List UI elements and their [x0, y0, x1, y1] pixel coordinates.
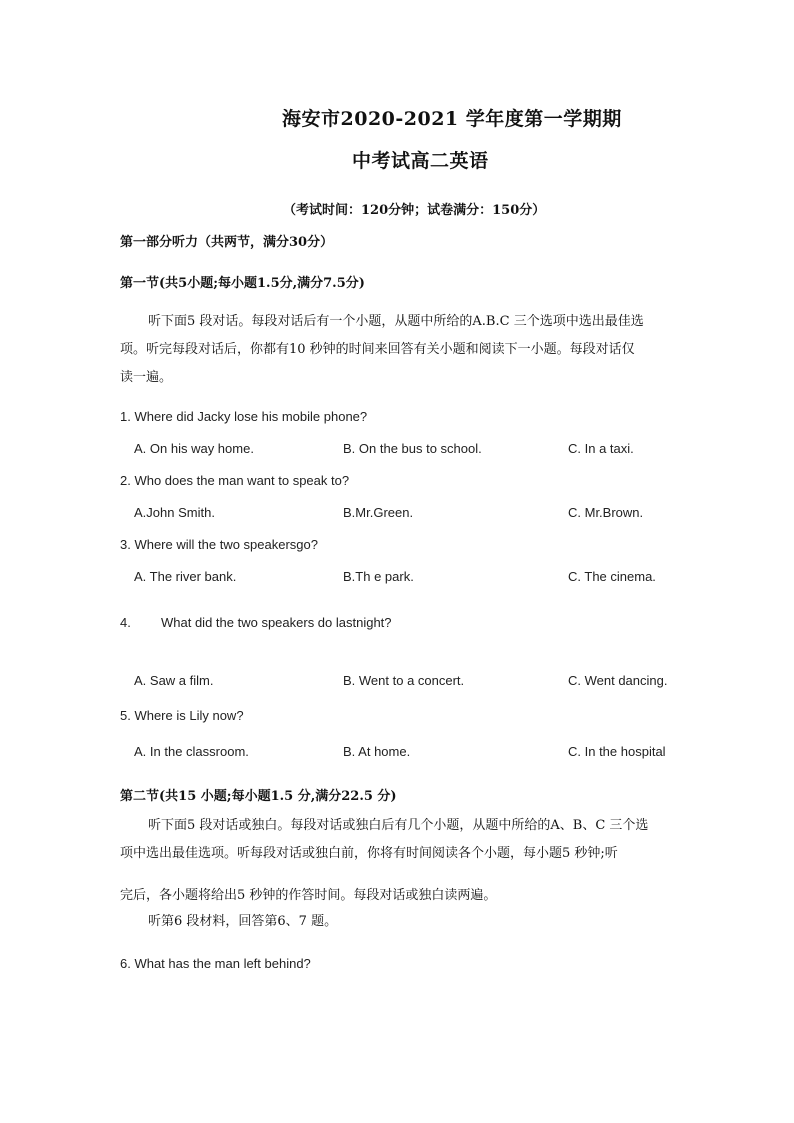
question-1-option-b: B. On the bus to school. [343, 441, 482, 456]
question-3-option-b: B.Th e park. [343, 569, 414, 584]
question-5-option-a: A. In the classroom. [134, 744, 249, 759]
question-1-option-c: C. In a taxi. [568, 441, 634, 456]
question-4: What did the two speakers do lastnight? [161, 615, 392, 630]
question-5-option-c: C. In the hospital [568, 744, 666, 759]
question-5-option-b: B. At home. [343, 744, 411, 759]
question-1-option-a: A. On his way home. [134, 441, 254, 456]
section2-instructions-line2: 项中选出最佳选项。听每段对话或独白前，你将有时间阅读各个小题，每小题5 秒钟;听 [120, 846, 618, 861]
question-1: 1. Where did Jacky lose his mobile phone? [120, 409, 368, 424]
section1-instructions-line3: 读一遍。 [120, 370, 173, 385]
section2-material-note: 听第6 段材料，回答第6、7 题。 [148, 914, 338, 929]
question-5: 5. Where is Lily now? [120, 708, 244, 723]
section1-instructions-line1: 听下面5 段对话。每段对话后有一个小题，从题中所给的A.B.C 三个选项中选出最佳选 [148, 314, 644, 329]
question-2-option-b: B.Mr.Green. [343, 505, 414, 520]
question-2: 2. Who does the man want to speak to? [120, 473, 350, 488]
section2-heading: 第二节(共15 小题;每小题1.5 分,满分22.5 分) [120, 789, 397, 804]
section1-heading: 第一节(共5小题;每小题1.5分,满分7.5分) [120, 276, 365, 291]
question-4-option-a: A. Saw a film. [134, 673, 214, 688]
question-3-option-a: A. The river bank. [134, 569, 237, 584]
section2-instructions-line1: 听下面5 段对话或独白。每段对话或独白后有几个小题，从题中所给的A、B、C 三个选 [148, 818, 649, 833]
question-2-option-c: C. Mr.Brown. [568, 505, 644, 520]
question-4-option-c: C. Went dancing. [568, 673, 668, 688]
exam-info: （考试时间：120分钟；试卷满分：150分） [283, 203, 546, 218]
question-4-number: 4. [120, 615, 131, 630]
question-3: 3. Where will the two speakersgo? [120, 537, 318, 552]
exam-title-line1: 海安市2020-2021 学年度第一学期期 [282, 108, 622, 130]
exam-title-line2: 中考试高二英语 [352, 150, 489, 172]
question-6: 6. What has the man left behind? [120, 956, 311, 971]
section1-instructions-line2: 项。听完每段对话后，你都有10 秒钟的时间来回答有关小题和阅读下一小题。每段对话仅 [120, 342, 635, 357]
question-3-option-c: C. The cinema. [568, 569, 656, 584]
part1-heading: 第一部分听力（共两节，满分30分） [120, 235, 334, 250]
section2-instructions-line3: 完后，各小题将给出5 秒钟的作答时间。每段对话或独白读两遍。 [120, 888, 497, 903]
question-2-option-a: A.John Smith. [134, 505, 215, 520]
question-4-option-b: B. Went to a concert. [343, 673, 465, 688]
